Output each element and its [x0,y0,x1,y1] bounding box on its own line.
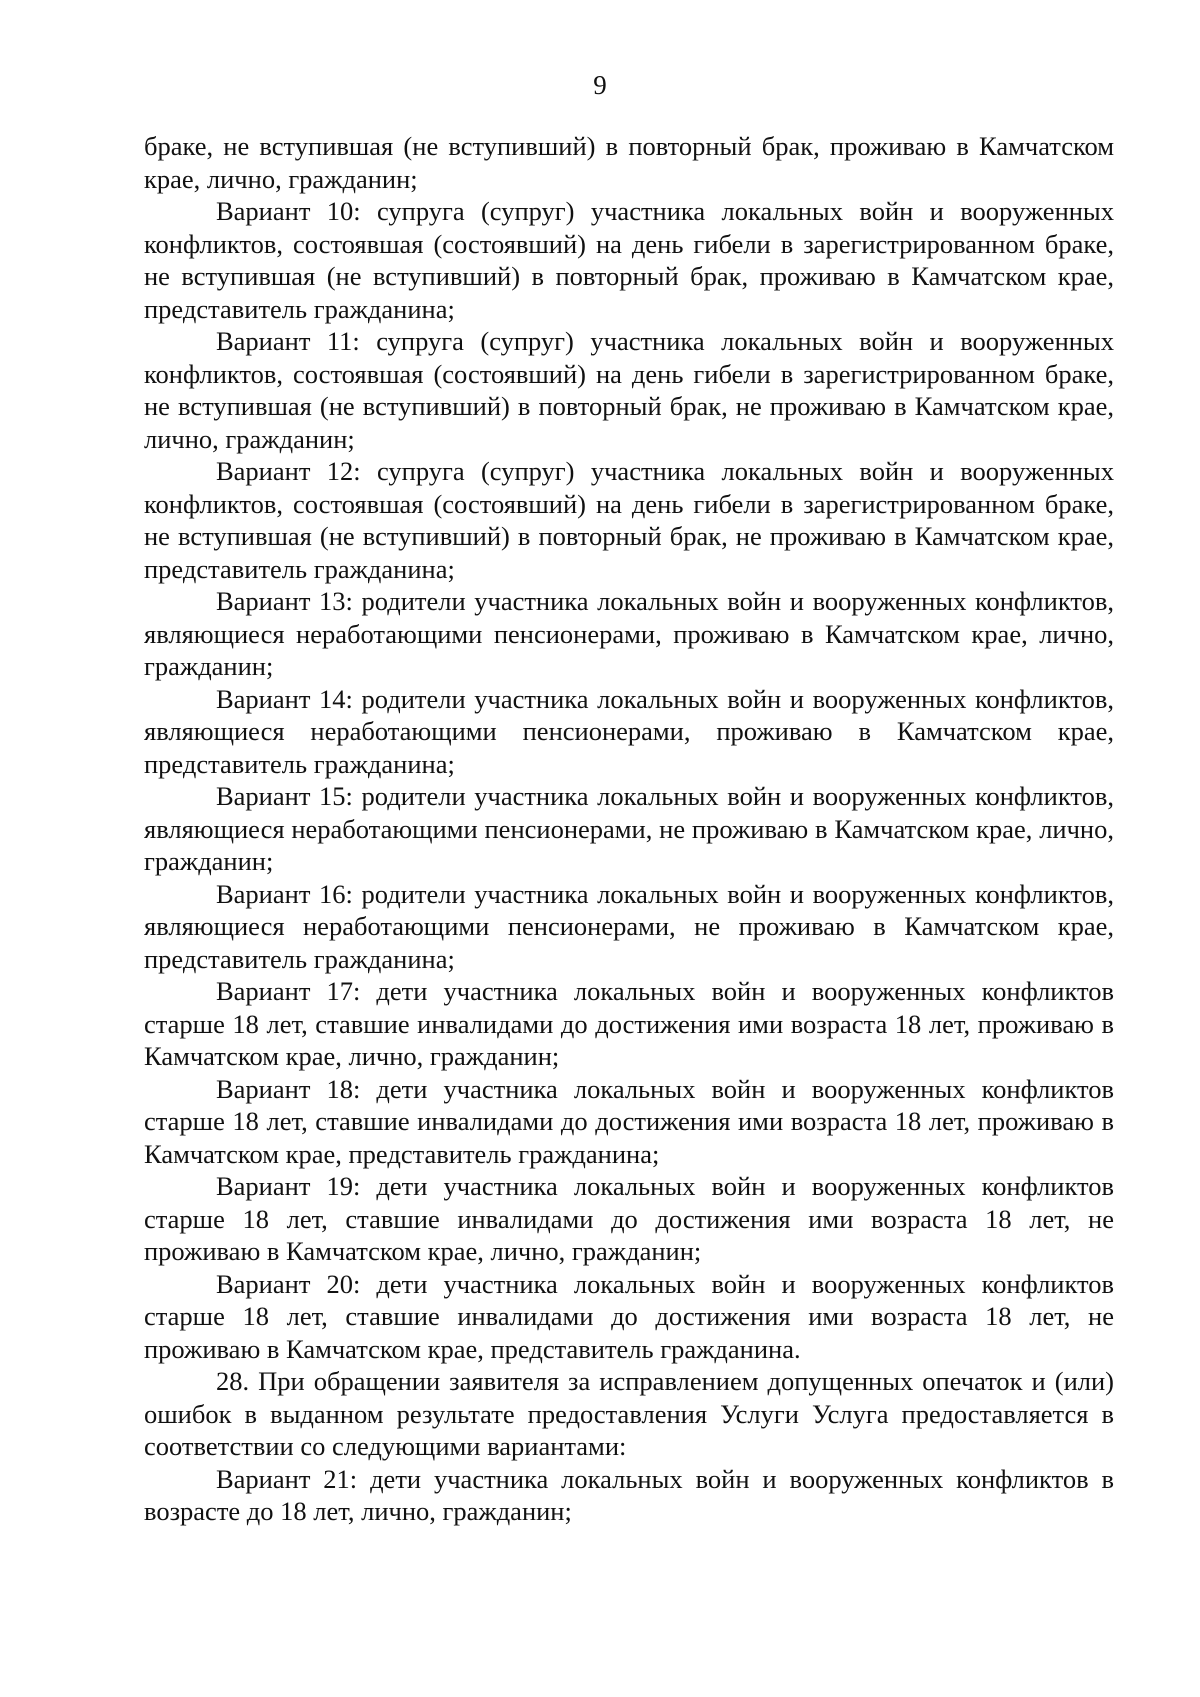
paragraph-continuation: браке, не вступившая (не вступивший) в повторный брак, проживаю в Камчатском крае, лично, гражданин; [144,131,1114,194]
paragraph-variant-19: Вариант 19: дети участника локальных войн и вооруженных конфликтов старше 18 лет, ставшие инвалидами до достижения ими возраста 18 лет, не проживаю в Камчатском крае, лично, гражданин; [144,1171,1114,1266]
paragraph-variant-17: Вариант 17: дети участника локальных войн и вооруженных конфликтов старше 18 лет, ставшие инвалидами до достижения ими возраста 18 лет, проживаю в Камчатском крае, лично, гражданин; [144,976,1114,1071]
page-number: 9 [593,70,607,100]
paragraph-variant-11: Вариант 11: супруга (супруг) участника локальных войн и вооруженных конфликтов, состоявшая (состоявший) на день гибели в зарегистрированном браке, не вступившая (не вступивший) в повторный брак, не проживаю в Камчатском крае, лично, гражданин; [144,326,1114,454]
paragraph-variant-20: Вариант 20: дети участника локальных войн и вооруженных конфликтов старше 18 лет, ставшие инвалидами до достижения ими возраста 18 лет, не проживаю в Камчатском крае, представитель гражданина. [144,1268,1114,1364]
paragraph-variant-21: Вариант 21: дети участника локальных войн и вооруженных конфликтов в возрасте до 18 лет, лично, гражданин; [144,1463,1114,1526]
paragraph-variant-13: Вариант 13: родители участника локальных войн и вооруженных конфликтов, являющиеся неработающими пенсионерами, проживаю в Камчатском крае, лично, гражданин; [144,586,1114,681]
paragraph-variant-14: Вариант 14: родители участника локальных войн и вооруженных конфликтов, являющиеся неработающими пенсионерами, проживаю в Камчатском крае, представитель гражданина; [144,683,1114,779]
paragraph-variant-15: Вариант 15: родители участника локальных войн и вооруженных конфликтов, являющиеся неработающими пенсионерами, не проживаю в Камчатском крае, лично, гражданин; [144,781,1114,876]
paragraph-variant-18: Вариант 18: дети участника локальных войн и вооруженных конфликтов старше 18 лет, ставшие инвалидами до достижения ими возраста 18 лет, проживаю в Камчатском крае, представитель гражданина; [144,1073,1114,1169]
paragraph-variant-16: Вариант 16: родители участника локальных войн и вооруженных конфликтов, являющиеся неработающими пенсионерами, не проживаю в Камчатском крае, представитель гражданина; [144,878,1114,974]
document-body [144,130,1114,1528]
paragraph-variant-12: Вариант 12: супруга (супруг) участника локальных войн и вооруженных конфликтов, состоявшая (состоявший) на день гибели в зарегистрированном браке, не вступившая (не вступивший) в повторный брак, не проживаю в Камчатском крае, представитель гражданина; [144,456,1114,584]
paragraph-variant-10: Вариант 10: супруга (супруг) участника локальных войн и вооруженных конфликтов, состоявшая (состоявший) на день гибели в зарегистрированном браке, не вступившая (не вступивший) в повторный брак, проживаю в Камчатском крае, представитель гражданина; [144,196,1114,324]
paragraph-clause-28: 28. При обращении заявителя за исправлением допущенных опечаток и (или) ошибок в выданном результате предоставления Услуги Услуга предоставляется в соответствии со следующими вариантами: [144,1366,1114,1461]
